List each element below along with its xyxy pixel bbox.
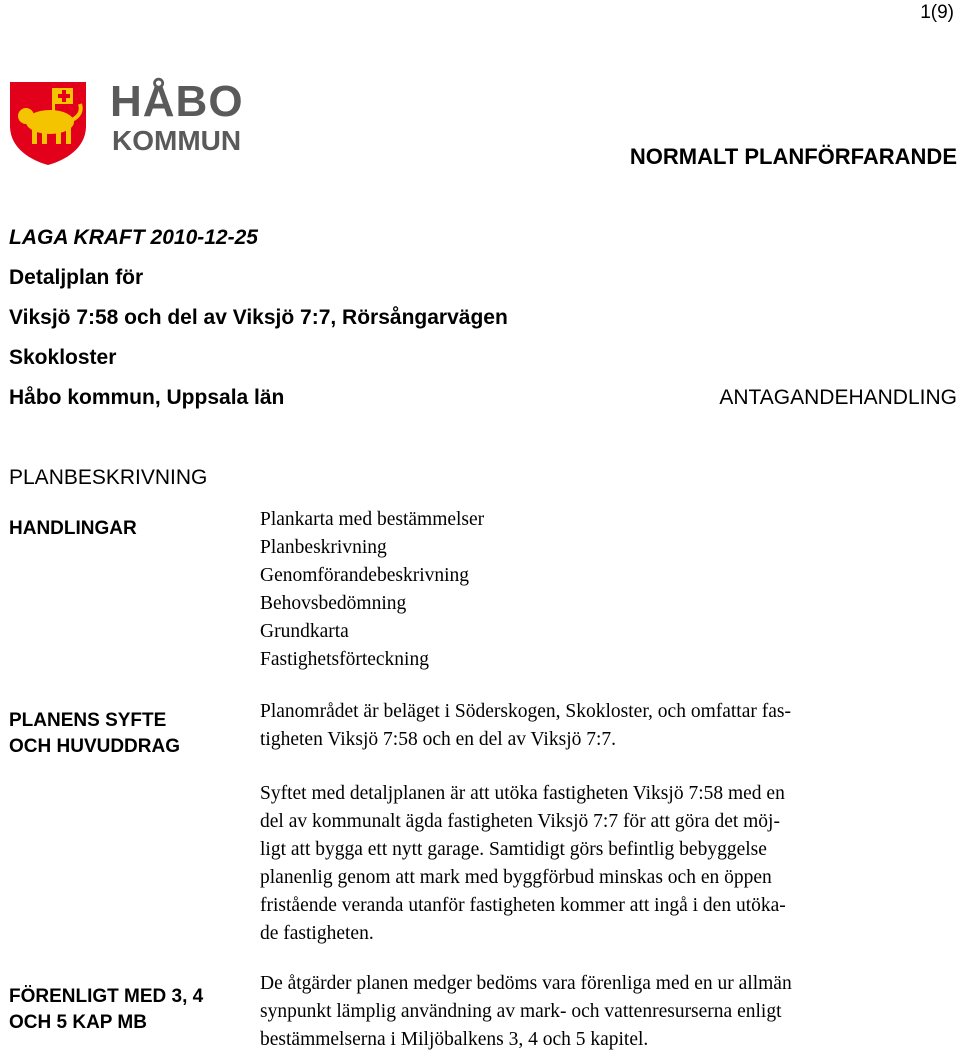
paragraph-line: tigheten Viksjö 7:58 och en del av Viksjö 7:7.	[260, 729, 617, 750]
paragraph-line: Syftet med detaljplanen är att utöka fastigheten Viksjö 7:58 med en	[260, 783, 785, 804]
forenligt-label-line: FÖRENLIGT MED 3, 4	[9, 986, 204, 1007]
page-number: 1(9)	[920, 2, 954, 23]
plan-area-line: Viksjö 7:58 och del av Viksjö 7:7, Rörsångarvägen	[9, 306, 508, 329]
forenligt-label	[9, 984, 203, 1036]
logo-text-habo: HÅBO	[110, 77, 244, 126]
purpose-paragraph	[260, 780, 928, 948]
paragraph-line: del av kommunalt ägda fastigheten Viksjö 7:7 för att göra det möj-	[260, 811, 780, 832]
paragraph-line: Planområdet är beläget i Söderskogen, Skokloster, och omfattar fas-	[260, 701, 791, 722]
paragraph-line: bestämmelserna i Miljöbalkens 3, 4 och 5 kapitel.	[260, 1029, 649, 1050]
effective-date-line: LAGA KRAFT 2010-12-25	[9, 226, 258, 249]
documents-list	[260, 506, 928, 674]
logo-text-kommun: KOMMUN	[112, 125, 242, 156]
paragraph-line: planenlig genom att mark med byggförbud minskas och en öppen	[260, 867, 772, 888]
paragraph-line: De åtgärder planen medger bedöms vara förenliga med en ur allmän	[260, 973, 792, 994]
section-title: PLANBESKRIVNING	[9, 466, 208, 489]
paragraph-line: de fastigheten.	[260, 923, 374, 944]
list-item: Genomförandebeskrivning	[260, 565, 470, 586]
syfte-label	[9, 708, 180, 760]
place-line: Skokloster	[9, 346, 117, 369]
list-item: Behovsbedömning	[260, 593, 407, 614]
list-item: Plankarta med bestämmelser	[260, 509, 485, 530]
forenligt-label-line: OCH 5 KAP MB	[9, 1012, 147, 1033]
municipality-line: Håbo kommun, Uppsala län	[9, 386, 285, 409]
compatibility-paragraph	[260, 970, 928, 1054]
paragraph-line: synpunkt lämplig användning av mark- och vattenresurserna enligt	[260, 1001, 782, 1022]
syfte-label-line: PLANENS SYFTE	[9, 710, 167, 731]
list-item: Grundkarta	[260, 621, 349, 642]
paragraph-line: ligt att bygga ett nytt garage. Samtidigt görs befintlig bebyggelse	[260, 839, 767, 860]
coat-of-arms-icon	[8, 80, 88, 166]
document-type: ANTAGANDEHANDLING	[719, 386, 957, 409]
handlingar-label: HANDLINGAR	[9, 518, 137, 539]
plan-type-line: Detaljplan för	[9, 266, 144, 289]
syfte-label-line: OCH HUVUDDRAG	[9, 736, 180, 757]
habo-kommun-logo	[8, 77, 248, 168]
list-item: Planbeskrivning	[260, 537, 387, 558]
location-paragraph	[260, 698, 928, 754]
paragraph-line: fristående veranda utanför fastigheten kommer att ingå i den utöka-	[260, 895, 786, 916]
list-item: Fastighetsförteckning	[260, 649, 429, 670]
procedure-heading: NORMALT PLANFÖRFARANDE	[629, 144, 957, 169]
